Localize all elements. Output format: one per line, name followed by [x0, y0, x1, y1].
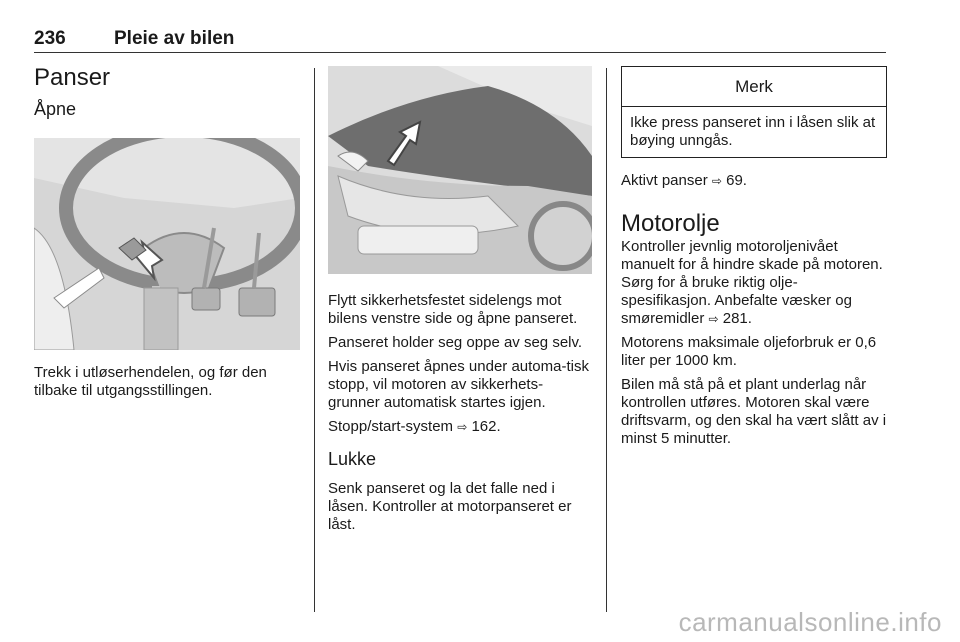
column-3 [621, 64, 887, 454]
page-header [34, 28, 886, 53]
section-title-panser: Panser [34, 64, 111, 91]
note-text: Ikke press panseret inn i låsen slik at bøying unngås. [630, 114, 876, 149]
page-ref-arrow-icon: ⇨ [457, 420, 468, 434]
paragraph-check-conditions: Bilen må stå på et plant underlag når kontrollen utføres. Motoren skal være driftsvarm, og den skal ha vært slått av i minst 5 minutter. [621, 376, 887, 447]
paragraph-stop-start-ref: Stopp/start-system ⇨ 162. [328, 418, 501, 435]
paragraph-oil-consumption: Motorens maksimale oljeforbruk er 0,6 liter per 1000 km. [621, 334, 877, 369]
page-number: 236 [34, 28, 66, 49]
paragraph-auto-stop: Hvis panseret åpnes under automa-tisk stopp, vil motoren av sikkerhets-grunner automatisk startes igjen. [328, 358, 589, 411]
paragraph-check-oil: Kontroller jevnlig motoroljenivået manuelt for å hindre skade på motoren. Sørg for å bruke riktig olje-spesifikasjon. Anbefalte væsker og smøremidler ⇨ 281. [621, 238, 883, 327]
paragraph-release-lever: Trekk i utløserhendelen, og før den tilbake til utgangsstillingen. [34, 364, 267, 399]
note-box [621, 66, 887, 158]
section-title-engine-oil: Motorolje [621, 210, 720, 237]
subtitle-open: Åpne [34, 99, 77, 119]
note-title: Merk [622, 67, 886, 107]
chapter-title: Pleie av bilen [114, 28, 235, 49]
hood-lift-illustration-icon [328, 66, 592, 274]
column-2 [328, 64, 592, 540]
paragraph-active-hood-ref: Aktivt panser ⇨ 69. [621, 172, 747, 189]
subtitle-close: Lukke [328, 449, 377, 469]
hood-release-lever-illustration-icon [34, 138, 300, 350]
paragraph-move-safety-catch: Flytt sikkerhetsfestet sidelengs mot bilens venstre side og åpne panseret. [328, 292, 578, 327]
column-divider-2 [606, 68, 607, 612]
watermark: carmanualsonline.info [678, 607, 942, 637]
page-ref-arrow-icon: ⇨ [711, 174, 722, 188]
column-divider-1 [314, 68, 315, 612]
paragraph-hood-stays-open: Panseret holder seg oppe av seg selv. [328, 334, 583, 351]
page-ref-arrow-icon: ⇨ [708, 312, 719, 326]
paragraph-lower-hood: Senk panseret og la det falle ned i låsen. Kontroller at motorpanseret er låst. [328, 480, 572, 533]
column-1 [34, 64, 300, 406]
